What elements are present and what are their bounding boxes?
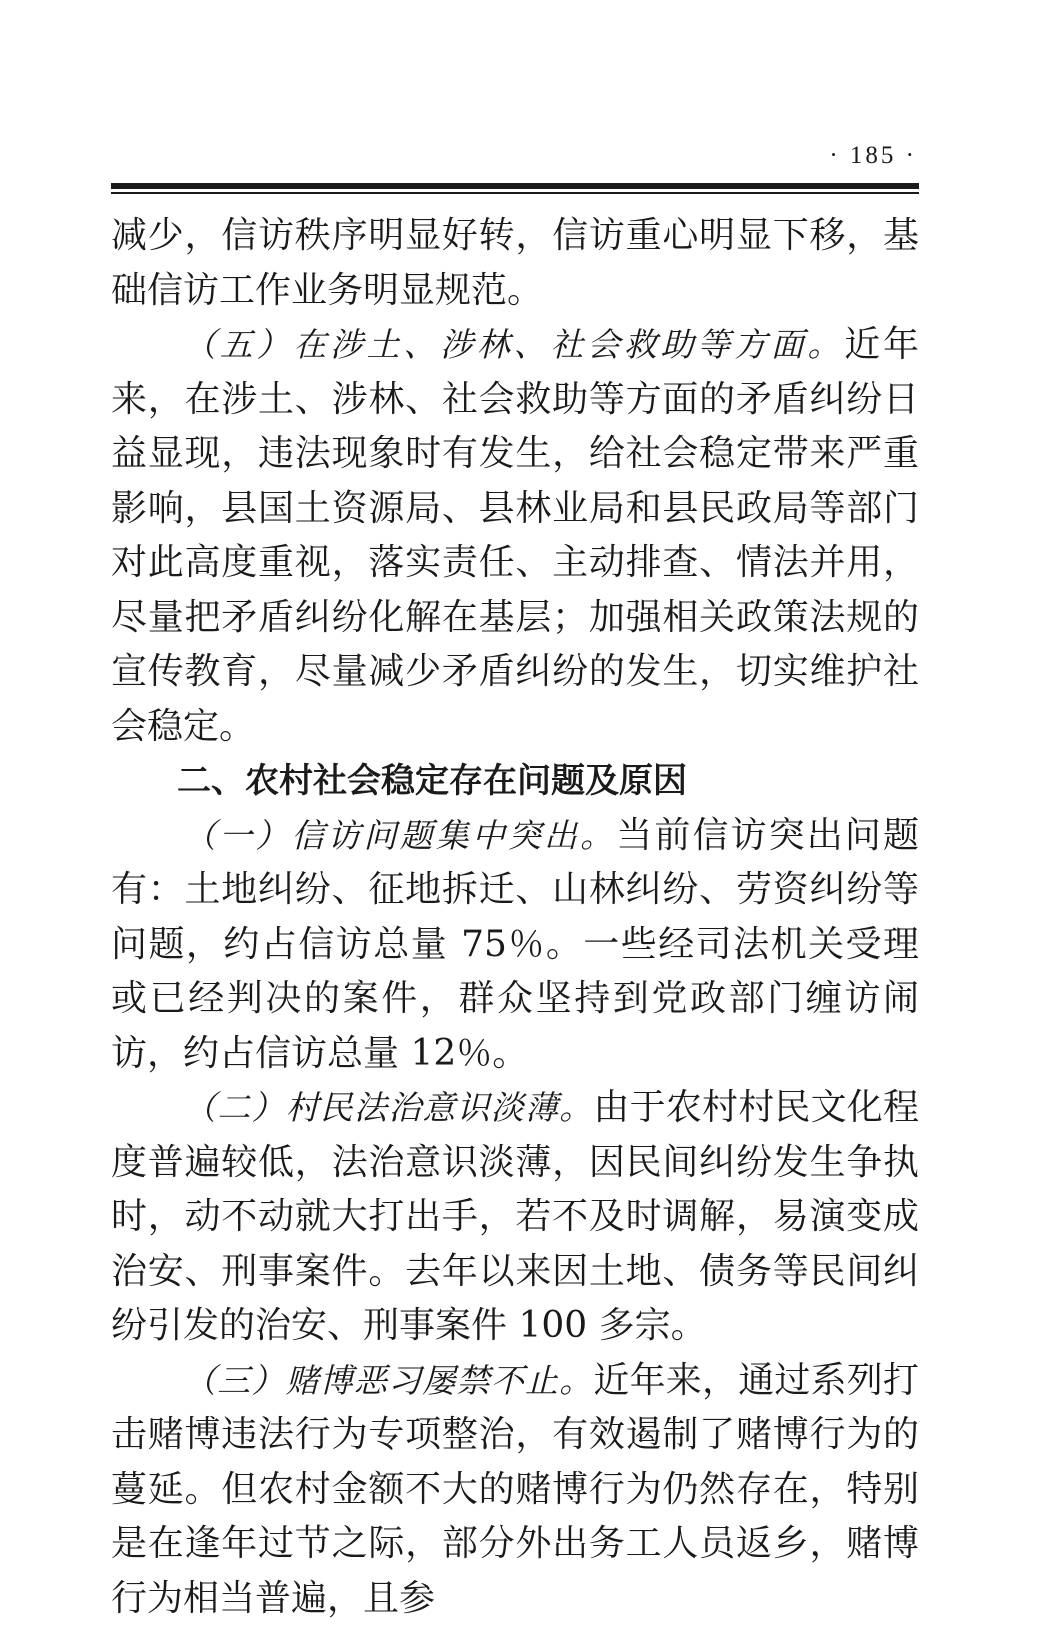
paragraph-one-lead: （一）信访问题集中突出。 bbox=[183, 816, 616, 855]
paragraph-one-text: 当前信访突出问题有：土地纠纷、征地拆迁、山林纠纷、劳资纠纷等问题，约占信访总量 75％。一些经司法机关受理或已经判决的案件，群众坚持到党政部门缠访闹访，约占信访总量 12％。 bbox=[111, 815, 919, 1074]
header-rule-thick bbox=[111, 183, 919, 189]
paragraph-two bbox=[111, 1081, 919, 1354]
paragraph-five bbox=[111, 318, 919, 754]
page-number: · 185 · bbox=[829, 142, 917, 170]
header-rule-thin bbox=[111, 192, 919, 194]
paragraph-two-lead: （二）村民法治意识淡薄。 bbox=[183, 1088, 593, 1127]
paragraph-five-lead: （五）在涉土、涉林、社会救助等方面。 bbox=[183, 325, 844, 364]
paragraph-five-text: 近年来，在涉土、涉林、社会救助等方面的矛盾纠纷日益显现，违法现象时有发生，给社会稳定带来严重影响，县国土资源局、县林业局和县民政局等部门对此高度重视，落实责任、主动排查、情法并用，尽量把矛盾纠纷化解在基层；加强相关政策法规的宣传教育，尽量减少矛盾纠纷的发生，切实维护社会稳定。 bbox=[111, 324, 919, 747]
paragraph-two-text: 由于农村村民文化程度普遍较低，法治意识淡薄，因民间纠纷发生争执时，动不动就大打出手，若不及时调解，易演变成治安、刑事案件。去年以来因土地、债务等民间纠纷引发的治安、刑事案件 100 多宗。 bbox=[111, 1087, 919, 1346]
paragraph-three bbox=[111, 1354, 919, 1626]
page-body bbox=[111, 209, 919, 1626]
paragraph-three-lead: （三）赌博恶习屡禁不止。 bbox=[183, 1361, 593, 1400]
paragraph-one bbox=[111, 809, 919, 1082]
paragraph-continued: 减少，信访秩序明显好转，信访重心明显下移，基础信访工作业务明显规范。 bbox=[111, 209, 919, 318]
paragraph-three-text: 近年来，通过系列打击赌博违法行为专项整治，有效遏制了赌博行为的蔓延。但农村金额不大的赌博行为仍然存在，特别是在逢年过节之际，部分外出务工人员返乡，赌博行为相当普遍，且参 bbox=[111, 1360, 919, 1619]
section-heading: 二、农村社会稳定存在问题及原因 bbox=[111, 754, 919, 809]
